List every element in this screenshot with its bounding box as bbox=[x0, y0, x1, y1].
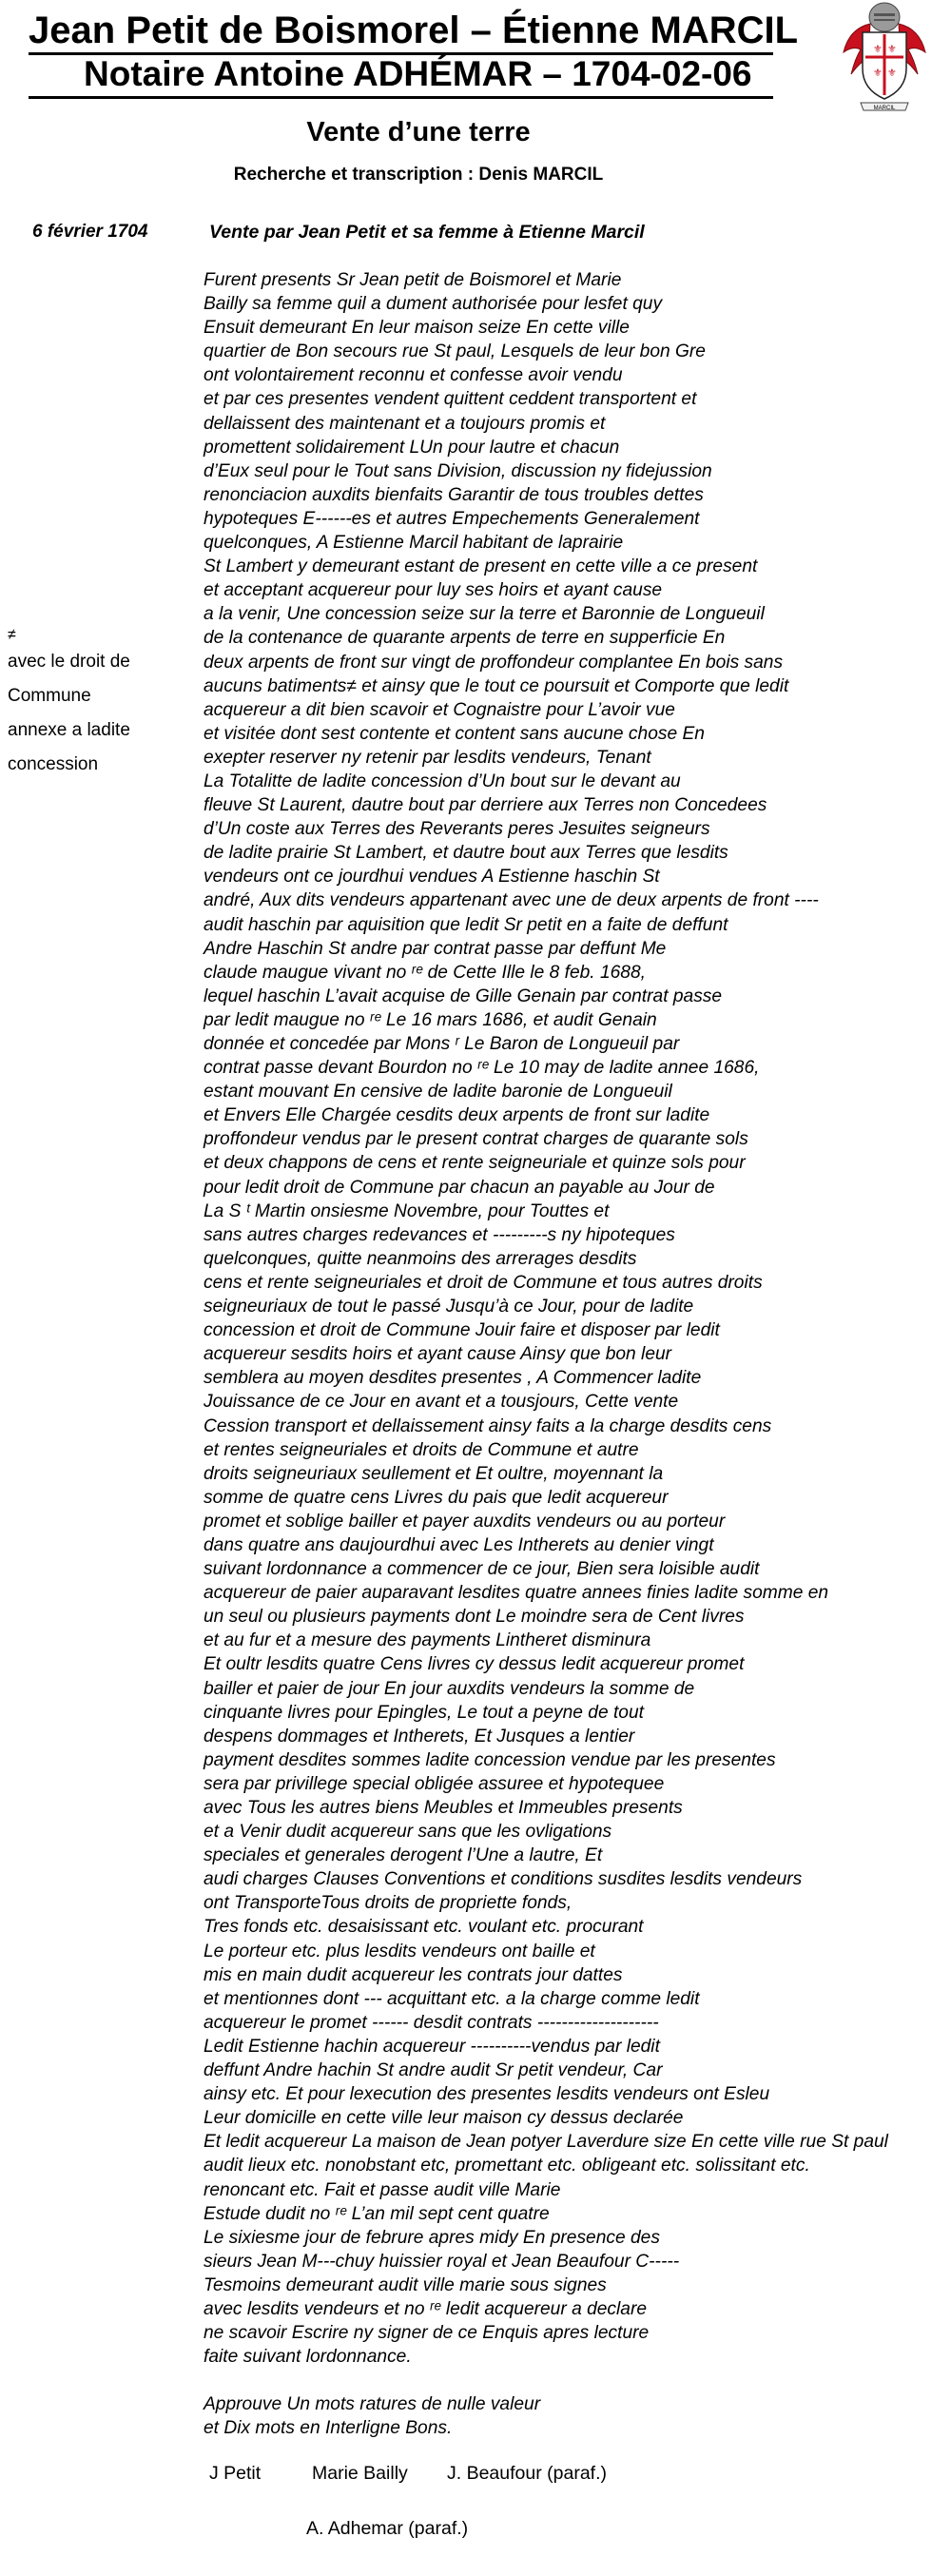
transcription-line: pour ledit droit de Commune par chacun an payable au Jour de bbox=[204, 1177, 715, 1198]
transcription-line: dellaissent des maintenant et a toujours promis et bbox=[204, 413, 606, 434]
transcription-line: cens et rente seigneuriales et droit de Commune et tous autres droits bbox=[204, 1272, 763, 1293]
transcription-line: audi charges Clauses Conventions et conditions susdites lesdits vendeurs bbox=[204, 1869, 803, 1890]
transcription-line: quartier de Bon secours rue St paul, Lesquels de leur bon Gre bbox=[204, 342, 706, 362]
transcription-line: et Dix mots en Interligne Bons. bbox=[204, 2418, 453, 2439]
header-title-line2: Notaire Antoine ADHÉMAR – 1704-02-06 bbox=[84, 54, 752, 93]
coat-of-arms-icon bbox=[832, 0, 937, 116]
signature-j-beaufour: J. Beaufour (paraf.) bbox=[447, 2463, 607, 2484]
transcription-line: hypoteques E------es et autres Empechements Generalement bbox=[204, 508, 700, 529]
transcription-line: quelconques, A Estienne Marcil habitant de laprairie bbox=[204, 533, 624, 554]
transcription-line: somme de quatre cens Livres du pais que ledit acquereur bbox=[204, 1487, 669, 1508]
transcription-line: Estude dudit no ʳᵉ L’an mil sept cent quatre bbox=[204, 2203, 550, 2224]
svg-text:⚜: ⚜ bbox=[873, 43, 883, 55]
transcription-line: et deux chappons de cens et rente seigneuriale et quinze sols pour bbox=[204, 1153, 746, 1174]
transcription-line: concession et droit de Commune Jouir faire et disposer par ledit bbox=[204, 1320, 720, 1341]
transcription-line: et au fur et a mesure des payments Lintheret disminura bbox=[204, 1630, 651, 1651]
transcription-line: d’Eux seul pour le Tout sans Division, discussion ny fidejussion bbox=[204, 460, 712, 481]
transcription-line: audit lieux etc. nonobstant etc, promettant etc. obligeant etc. solissitant etc. bbox=[204, 2156, 810, 2176]
transcription-line: mis en main dudit acquereur les contrats jour dattes bbox=[204, 1964, 623, 1985]
transcription-line: Leur domicille en cette ville leur maison cy dessus declarée bbox=[204, 2108, 684, 2129]
transcription-line: ont TransporteTous droits de propriette fonds, bbox=[204, 1893, 573, 1914]
transcription-line: Ensuit demeurant En leur maison seize En cette ville bbox=[204, 318, 630, 339]
transcription-line: andré, Aux dits vendeurs appartenant avec une de deux arpents de front ---- bbox=[204, 890, 819, 911]
title-underline-2 bbox=[29, 96, 773, 99]
transcription-line: de la contenance de quarante arpents de terre en supperficie En bbox=[204, 628, 726, 649]
transcription-line: La S ᵗ Martin onsiesme Novembre, pour Touttes et bbox=[204, 1200, 610, 1221]
transcription-line: par ledit maugue no ʳᵉ Le 16 mars 1686, et audit Genain bbox=[204, 1009, 657, 1030]
transcription-line: Tres fonds etc. desaisissant etc. voulant etc. procurant bbox=[204, 1917, 644, 1938]
transcription-line: et Envers Elle Chargée cesdits deux arpents de front sur ladite bbox=[204, 1105, 710, 1126]
transcription-line: Furent presents Sr Jean petit de Boismorel et Marie bbox=[204, 270, 622, 290]
transcription-line: acquereur sesdits hoirs et ayant cause Ainsy que bon leur bbox=[204, 1344, 672, 1365]
transcription-body bbox=[204, 268, 951, 2441]
transcription-line: vendeurs ont ce jourdhui vendues A Estienne haschin St bbox=[204, 867, 660, 888]
transcription-line: et par ces presentes vendent quittent ceddent transportent et bbox=[204, 389, 697, 410]
transcription-line: proffondeur vendus par le present contrat charges de quarante sols bbox=[204, 1129, 748, 1150]
transcription-line: donnée et concedée par Mons ʳ Le Baron de Longueuil par bbox=[204, 1034, 680, 1054]
transcription-line: ont volontairement reconnu et confesse avoir vendu bbox=[204, 365, 623, 386]
transcription-line: payment desdites sommes ladite concession vendue par les presentes bbox=[204, 1749, 776, 1770]
transcription-line: despens dommages et Intherets, Et Jusques a lentier bbox=[204, 1726, 635, 1747]
crest-motto: MARCIL bbox=[873, 106, 896, 111]
transcription-line: et visitée dont sest contente et content sans aucune chose En bbox=[204, 723, 705, 744]
transcription-line: Cession transport et dellaissement ainsy faits a la charge desdits cens bbox=[204, 1415, 772, 1436]
transcription-line: semblera au moyen desdites presentes , A Commencer ladite bbox=[204, 1368, 702, 1389]
transcription-line: estant mouvant En censive de ladite baronie de Longueuil bbox=[204, 1082, 672, 1103]
transcription-line: Le sixiesme jour de februre apres midy En presence des bbox=[204, 2227, 660, 2248]
transcription-line: et a Venir dudit acquereur sans que les ovligations bbox=[204, 1822, 612, 1843]
margin-note-line: concession bbox=[8, 754, 99, 774]
transcription-line: renonciacion auxdits bienfaits Garantir de tous troubles dettes bbox=[204, 484, 704, 505]
transcription-line: lequel haschin L’avait acquise de Gille Genain par contrat passe bbox=[204, 986, 723, 1006]
transcription-line: d’Un coste aux Terres des Reverants peres Jesuites seigneurs bbox=[204, 819, 710, 840]
document-title: Vente d’une terre bbox=[306, 117, 531, 147]
transcription-line: ainsy etc. Et pour lexecution des presentes lesdits vendeurs ont Esleu bbox=[204, 2084, 770, 2105]
transcription-line: a la venir, Une concession seize sur la terre et Baronnie de Longueuil bbox=[204, 604, 765, 625]
transcription-line: claude maugue vivant no ʳᵉ de Cette Ille le 8 feb. 1688, bbox=[204, 962, 646, 983]
transcription-line: acquereur a dit bien scavoir et Cognaistre pour L’avoir vue bbox=[204, 699, 675, 720]
transcription-line: promettent solidairement LUn pour lautre et chacun bbox=[204, 437, 620, 458]
transcription-line: Tesmoins demeurant audit ville marie sous signes bbox=[204, 2274, 607, 2295]
transcription-line: exepter reserver ny retenir par lesdits vendeurs, Tenant bbox=[204, 747, 651, 768]
transcription-line: promet et soblige bailler et payer auxdits vendeurs ou au porteur bbox=[204, 1511, 726, 1532]
margin-note-line: avec le droit de bbox=[8, 652, 130, 672]
transcription-line: La Totalitte de ladite concession d’Un bout sur le devant au bbox=[204, 771, 681, 791]
svg-text:⚜: ⚜ bbox=[887, 67, 897, 79]
signature-a-adhemar: A. Adhemar (paraf.) bbox=[306, 2518, 469, 2539]
transcription-line: acquereur le promet ------ desdit contrats -------------------- bbox=[204, 2012, 659, 2033]
transcription-line: Et ledit acquereur La maison de Jean potyer Laverdure size En cette ville rue St paul bbox=[204, 2132, 888, 2153]
margin-note-symbol: ≠ bbox=[8, 627, 16, 643]
transcription-line: Le porteur etc. plus lesdits vendeurs ont baille et bbox=[204, 1941, 595, 1961]
transcription-line: avec Tous les autres biens Meubles et Immeubles presents bbox=[204, 1798, 683, 1818]
svg-text:⚜: ⚜ bbox=[873, 67, 883, 79]
transcription-line: aucuns batiments≠ et ainsy que le tout ce poursuit et Comporte que ledit bbox=[204, 675, 789, 696]
transcription-line: suivant lordonnance a commencer de ce jour, Bien sera loisible audit bbox=[204, 1559, 760, 1580]
transcription-line: deffunt Andre hachin St andre audit Sr petit vendeur, Car bbox=[204, 2060, 663, 2081]
transcription-line: et rentes seigneuriales et droits de Commune et autre bbox=[204, 1439, 639, 1460]
margin-note bbox=[8, 626, 169, 782]
transcription-line: un seul ou plusieurs payments dont Le moindre sera de Cent livres bbox=[204, 1607, 745, 1628]
transcription-line: de ladite prairie St Lambert, et dautre bout aux Terres que lesdits bbox=[204, 843, 728, 864]
transcription-line: seigneuriaux de tout le passé Jusqu’à ce Jour, pour de ladite bbox=[204, 1297, 694, 1317]
transcription-line: avec lesdits vendeurs et no ʳᵉ ledit acquereur a declare bbox=[204, 2298, 648, 2319]
transcription-line: bailler et paier de jour En jour auxdits vendeurs la somme de bbox=[204, 1678, 695, 1699]
transcription-line: deux arpents de front sur vingt de proffondeur complantee En bois sans bbox=[204, 652, 784, 673]
transcription-line: droits seigneuriaux seullement et Et oultre, moyennant la bbox=[204, 1463, 664, 1484]
margin-note-line: annexe a ladite bbox=[8, 720, 130, 740]
signature-marie-bailly: Marie Bailly bbox=[312, 2463, 408, 2484]
transcription-line: fleuve St Laurent, dautre bout par derriere aux Terres non Concedees bbox=[204, 795, 767, 816]
transcription-line: ne scavoir Escrire ny signer de ce Enquis apres lecture bbox=[204, 2323, 650, 2344]
transcription-line: Approuve Un mots ratures de nulle valeur bbox=[204, 2394, 541, 2415]
transcription-line: quelconques, quitte neanmoins des arrerages desdits bbox=[204, 1248, 637, 1269]
transcription-line: sera par privillege special obligée assuree et hypotequee bbox=[204, 1773, 665, 1794]
deed-title: Vente par Jean Petit et sa femme à Etienne Marcil bbox=[209, 222, 645, 243]
transcription-line: cinquante livres pour Epingles, Le tout a peyne de tout bbox=[204, 1702, 644, 1723]
transcription-line: audit haschin par aquisition que ledit Sr petit en a faite de deffunt bbox=[204, 914, 728, 935]
research-credit: Recherche et transcription : Denis MARCIL bbox=[233, 165, 604, 185]
transcription-line: Andre Haschin St andre par contrat passe par deffunt Me bbox=[204, 938, 667, 959]
transcription-line: Ledit Estienne hachin acquereur ----------vendus par ledit bbox=[204, 2036, 660, 2057]
transcription-line: Jouissance de ce Jour en avant et a tousjours, Cette vente bbox=[204, 1392, 679, 1413]
transcription-line: speciales et generales derogent l’Une a lautre, Et bbox=[204, 1845, 603, 1866]
transcription-line: dans quatre ans daujourdhui avec Les Intherets au denier vingt bbox=[204, 1534, 714, 1555]
deed-date: 6 février 1704 bbox=[32, 222, 148, 242]
transcription-line: St Lambert y demeurant estant de present en cette ville a ce present bbox=[204, 556, 758, 577]
transcription-line: renoncant etc. Fait et passe audit ville Marie bbox=[204, 2179, 561, 2200]
transcription-line: et mentionnes dont --- acquittant etc. a la charge comme ledit bbox=[204, 1988, 700, 2009]
transcription-line: Et oultr lesdits quatre Cens livres cy dessus ledit acquereur promet bbox=[204, 1654, 745, 1675]
transcription-line: Bailly sa femme quil a dument authorisée pour lesfet quy bbox=[204, 294, 663, 315]
transcription-line: contrat passe devant Bourdon no ʳᵉ Le 10 may de ladite annee 1686, bbox=[204, 1058, 760, 1079]
header-title-line1: Jean Petit de Boismorel – Étienne MARCIL bbox=[29, 10, 799, 51]
transcription-line: et acceptant acquereur pour luy ses hoirs et ayant cause bbox=[204, 580, 663, 601]
transcription-line bbox=[204, 2369, 951, 2392]
transcription-line: sieurs Jean M---chuy huissier royal et Jean Beaufour C----- bbox=[204, 2251, 680, 2272]
transcription-line: sans autres charges redevances et ---------s ny hipoteques bbox=[204, 1224, 675, 1245]
transcription-line: faite suivant lordonnance. bbox=[204, 2347, 412, 2368]
signature-j-petit: J Petit bbox=[209, 2463, 262, 2484]
margin-note-line: Commune bbox=[8, 686, 91, 706]
svg-text:⚜: ⚜ bbox=[887, 43, 897, 55]
transcription-line: acquereur de paier auparavant lesdites quatre annees finies ladite somme en bbox=[204, 1583, 829, 1604]
